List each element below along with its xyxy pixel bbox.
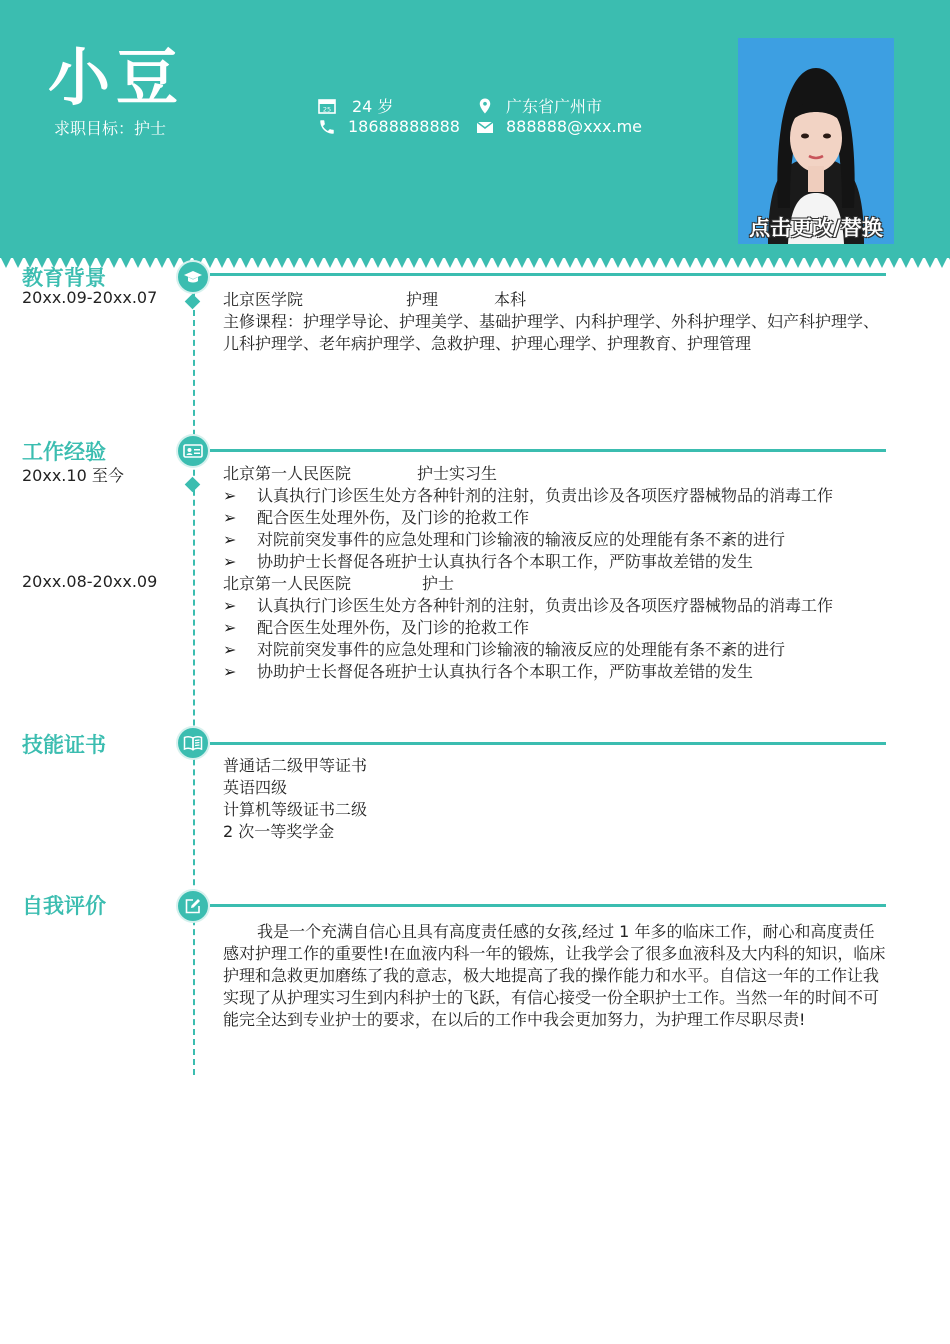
job-bullet <box>223 529 887 551</box>
job-bullet <box>223 595 887 617</box>
skills-title: 技能证书 <box>22 733 106 757</box>
courses-text: 主修课程：护理学导论、护理美学、基础护理学、内科护理学、外科护理学、妇产科护理学、儿科护理学、老年病护理学、急救护理、护理心理学、护理教育、护理管理 <box>223 312 880 353</box>
job-date: 20xx.10 至今 <box>22 466 124 485</box>
bullet-text: 协助护士长督促各班护士认真执行各个本职工作，严防事故差错的发生 <box>257 662 754 681</box>
bullet-text: 认真执行门诊医生处方各种针剂的注射，负责出诊及各项医疗器械物品的消毒工作 <box>257 596 834 615</box>
degree: 本科 <box>494 290 527 309</box>
company-name: 北京第一人民医院 <box>223 574 352 593</box>
job-bullet <box>223 617 887 639</box>
candidate-name: 小豆 <box>48 41 185 114</box>
school-name: 北京医学院 <box>223 290 304 309</box>
location-pin-icon <box>476 96 494 116</box>
work-divider <box>210 449 886 452</box>
education-divider <box>210 273 886 276</box>
skill-item: 2 次一等奖学金 <box>223 822 335 841</box>
job-entry <box>223 463 887 573</box>
job-bullet <box>223 661 887 683</box>
skills-list <box>223 755 887 843</box>
bullet-text: 配合医生处理外伤，及门诊的抢救工作 <box>257 618 530 637</box>
location-text: 广东省广州市 <box>506 97 603 116</box>
photo-change-caption[interactable]: 点击更改/替换 <box>749 216 883 240</box>
age-text: 24 岁 <box>352 97 394 116</box>
job-bullet <box>223 485 887 507</box>
skill-item: 普通话二级甲等证书 <box>223 756 368 775</box>
arrow-bullet-icon: ➢ <box>223 530 237 549</box>
arrow-bullet-icon: ➢ <box>223 508 237 527</box>
timeline-diamond <box>185 477 201 493</box>
bullet-text: 对院前突发事件的应急处理和门诊输液的输液反应的处理能有条不紊的进行 <box>257 530 786 549</box>
email-info <box>476 117 642 136</box>
company-name: 北京第一人民医院 <box>223 464 352 483</box>
calendar-icon <box>318 98 336 114</box>
graduation-cap-icon <box>176 260 210 294</box>
job-header-row <box>223 573 887 595</box>
mail-icon <box>476 120 494 134</box>
arrow-bullet-icon: ➢ <box>223 640 237 659</box>
education-title: 教育背景 <box>22 266 106 290</box>
job-bullet <box>223 551 887 573</box>
job-target: 求职目标：护士 <box>54 119 167 138</box>
job-bullet <box>223 639 887 661</box>
job-header-row <box>223 463 887 485</box>
job-date: 20xx.08-20xx.09 <box>22 572 158 591</box>
education-detail <box>223 289 887 355</box>
arrow-bullet-icon: ➢ <box>223 662 237 681</box>
education-date: 20xx.09-20xx.07 <box>22 288 158 307</box>
arrow-bullet-icon: ➢ <box>223 596 237 615</box>
self-eval-text: 我是一个充满自信心且具有高度责任感的女孩,经过 1 年多的临床工作，耐心和高度责任感对护理工作的重要性!在血液内科一年的锻炼，让我学会了很多血液科及大内科的知识，临床护理和急救更加磨练了我的意志，极大地提高了我的操作能力和水平。自信这一年的工作让我实现了从护理实习生到内科护士的飞跃，有信心接受一份全职护士工作。当然一年的时间不可能完全达到专业护士的要求，在以后的工作中我会更加努力，为护理工作尽职尽责! <box>223 922 886 1029</box>
header-zigzag-edge <box>0 256 950 270</box>
bullet-text: 对院前突发事件的应急处理和门诊输液的输液反应的处理能有条不紊的进行 <box>257 640 786 659</box>
book-icon <box>176 726 210 760</box>
profile-photo[interactable] <box>738 38 894 244</box>
bullet-text: 协助护士长督促各班护士认真执行各个本职工作，严防事故差错的发生 <box>257 552 754 571</box>
phone-icon <box>318 118 336 136</box>
job-role: 护士实习生 <box>417 464 498 483</box>
phone-text: 18688888888 <box>348 117 460 136</box>
timeline-diamond <box>185 294 201 310</box>
skill-item: 计算机等级证书二级 <box>223 800 368 819</box>
skills-divider <box>210 742 886 745</box>
bullet-text: 认真执行门诊医生处方各种针剂的注射，负责出诊及各项医疗器械物品的消毒工作 <box>257 486 834 505</box>
arrow-bullet-icon: ➢ <box>223 486 237 505</box>
bullet-text: 配合医生处理外伤，及门诊的抢救工作 <box>257 508 530 527</box>
timeline-dashed-line <box>193 270 195 1075</box>
self-eval-title: 自我评价 <box>22 894 106 918</box>
id-card-icon <box>176 434 210 468</box>
self-eval-divider <box>210 904 886 907</box>
job-entry <box>223 573 887 683</box>
phone-info <box>318 117 460 136</box>
education-header-row <box>223 289 887 311</box>
edit-icon <box>176 889 210 923</box>
major: 护理 <box>406 290 439 309</box>
arrow-bullet-icon: ➢ <box>223 552 237 571</box>
calendar-day: 25 <box>322 105 332 113</box>
skill-item: 英语四级 <box>223 778 288 797</box>
age-info <box>318 94 393 117</box>
job-bullet <box>223 507 887 529</box>
arrow-bullet-icon: ➢ <box>223 618 237 637</box>
email-text: 888888@xxx.me <box>506 117 642 136</box>
location-info <box>476 94 602 117</box>
work-title: 工作经验 <box>22 440 106 464</box>
job-role: 护士 <box>422 574 455 593</box>
